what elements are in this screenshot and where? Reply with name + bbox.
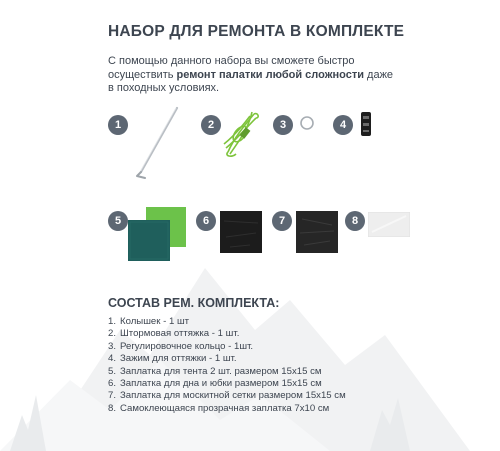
kit-list-title: СОСТАВ РЕМ. КОМПЛЕКТА: <box>108 296 280 310</box>
tent-patches-image <box>128 207 190 261</box>
list-item: 2. Штормовая оттяжка - 1 шт. <box>108 328 240 340</box>
intro-part-2: даже в походных условиях. <box>108 68 394 94</box>
kit-list <box>108 316 346 415</box>
intro-part-1: С помощью данного набора вы сможете быстро осуществить <box>108 55 355 81</box>
item-badge-4: 4 <box>333 115 353 135</box>
list-item: 6. Заплатка для дна и юбки размером 15х15 см <box>108 378 322 390</box>
page-title: НАБОР ДЛЯ РЕМОНТА В КОМПЛЕКТЕ <box>108 23 405 40</box>
list-item: 5. Заплатка для тента 2 шт. размером 15х15 см <box>108 365 322 377</box>
list-item: 8. Самоклеющаяся прозрачная заплатка 7х10 см <box>108 402 330 414</box>
item-badge-5: 5 <box>108 211 128 231</box>
list-item: 3. Регулировочное кольцо - 1шт. <box>108 340 254 352</box>
floor-patch-image <box>220 211 262 253</box>
item-badge-1: 1 <box>108 115 128 135</box>
intro-bold: ремонт палатки любой сложности <box>176 68 364 81</box>
cord-clamp-image <box>358 111 374 137</box>
adjusting-ring-image <box>298 114 316 132</box>
list-item: 4. Зажим для оттяжки - 1 шт. <box>108 353 237 365</box>
transparent-patch-image <box>368 212 410 237</box>
list-item: 1. Колышек - 1 шт <box>108 316 190 327</box>
item-badge-6: 6 <box>196 211 216 231</box>
stake-image <box>133 104 183 182</box>
intro-text <box>108 55 398 96</box>
list-item: 7. Заплатка для москитной сетки размером 15х15 см <box>108 390 346 402</box>
item-badge-2: 2 <box>201 115 221 135</box>
storm-cord-image <box>220 108 262 160</box>
item-badge-3: 3 <box>273 115 293 135</box>
mosquito-net-patch-image <box>296 211 338 253</box>
item-badge-7: 7 <box>272 211 292 231</box>
item-badge-8: 8 <box>345 211 365 231</box>
